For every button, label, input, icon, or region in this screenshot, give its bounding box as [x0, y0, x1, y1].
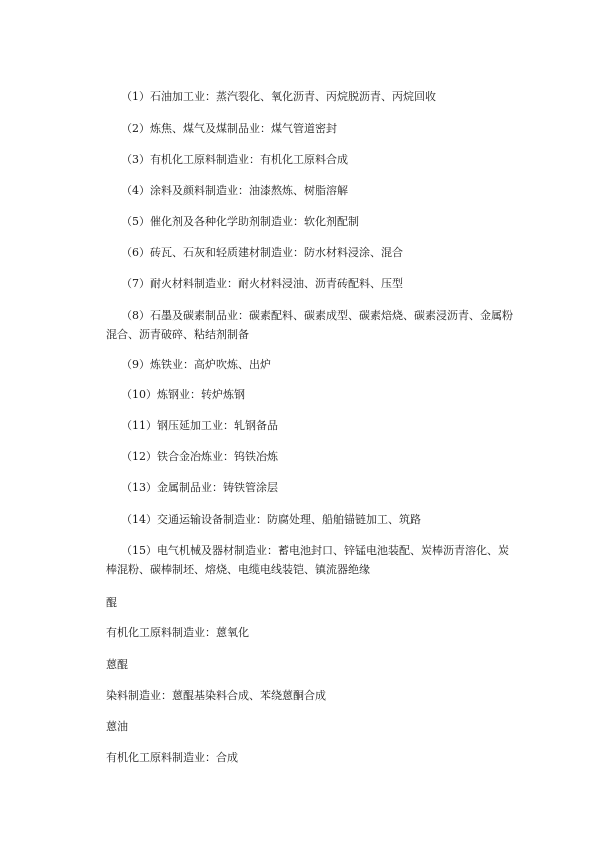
list-item: （8）石墨及碳素制品业：碳素配料、碳素成型、碳素焙烧、碳素浸沥青、金属粉混合、沥青破碎、粘结剂制备: [106, 309, 513, 341]
list-item: （15）电气机械及器材制造业：蓄电池封口、锌锰电池装配、炭棒沥青溶化、炭棒混粉、碳棒制坯、熔烧、电缆电线装铠、镇流器绝缘: [106, 544, 509, 576]
list-item: （1）石油加工业：蒸汽裂化、氧化沥青、丙烷脱沥青、丙烷回收: [121, 90, 436, 103]
list-item: （5）催化剂及各种化学助剂制造业：软化剂配制: [121, 215, 359, 228]
section-heading: 醌: [106, 596, 117, 609]
list-item: （4）涂料及颜料制造业：油漆熬炼、树脂溶解: [121, 184, 348, 197]
section-body: 有机化工原料制造业：合成: [106, 751, 238, 764]
section-heading: 蒽油: [106, 720, 128, 733]
list-item: （2）炼焦、煤气及煤制品业：煤气管道密封: [121, 122, 337, 135]
list-item: （9）炼铁业：高炉吹炼、出炉: [121, 358, 271, 371]
section-body: 有机化工原料制造业：蒽氧化: [106, 626, 249, 639]
section-body: 染料制造业：蒽醌基染料合成、苯绕蒽酮合成: [106, 689, 326, 702]
list-item: （6）砖瓦、石灰和轻质建材制造业：防水材料浸涂、混合: [121, 246, 403, 259]
list-item: （14）交通运输设备制造业：防腐处理、船舶锚链加工、筑路: [121, 513, 421, 526]
list-item: （10）炼钢业：转炉炼钢: [121, 388, 245, 401]
section-heading: 蒽醌: [106, 658, 128, 671]
list-item: （11）钢压延加工业：轧钢备品: [121, 419, 278, 432]
list-item: （7）耐火材料制造业：耐火材料浸油、沥青砖配料、压型: [121, 277, 403, 290]
list-item: （13）金属制品业：铸铁管涂层: [121, 481, 278, 494]
list-item: （3）有机化工原料制造业：有机化工原料合成: [121, 153, 348, 166]
list-item: （12）铁合金冶炼业：钨铁冶炼: [121, 450, 278, 463]
